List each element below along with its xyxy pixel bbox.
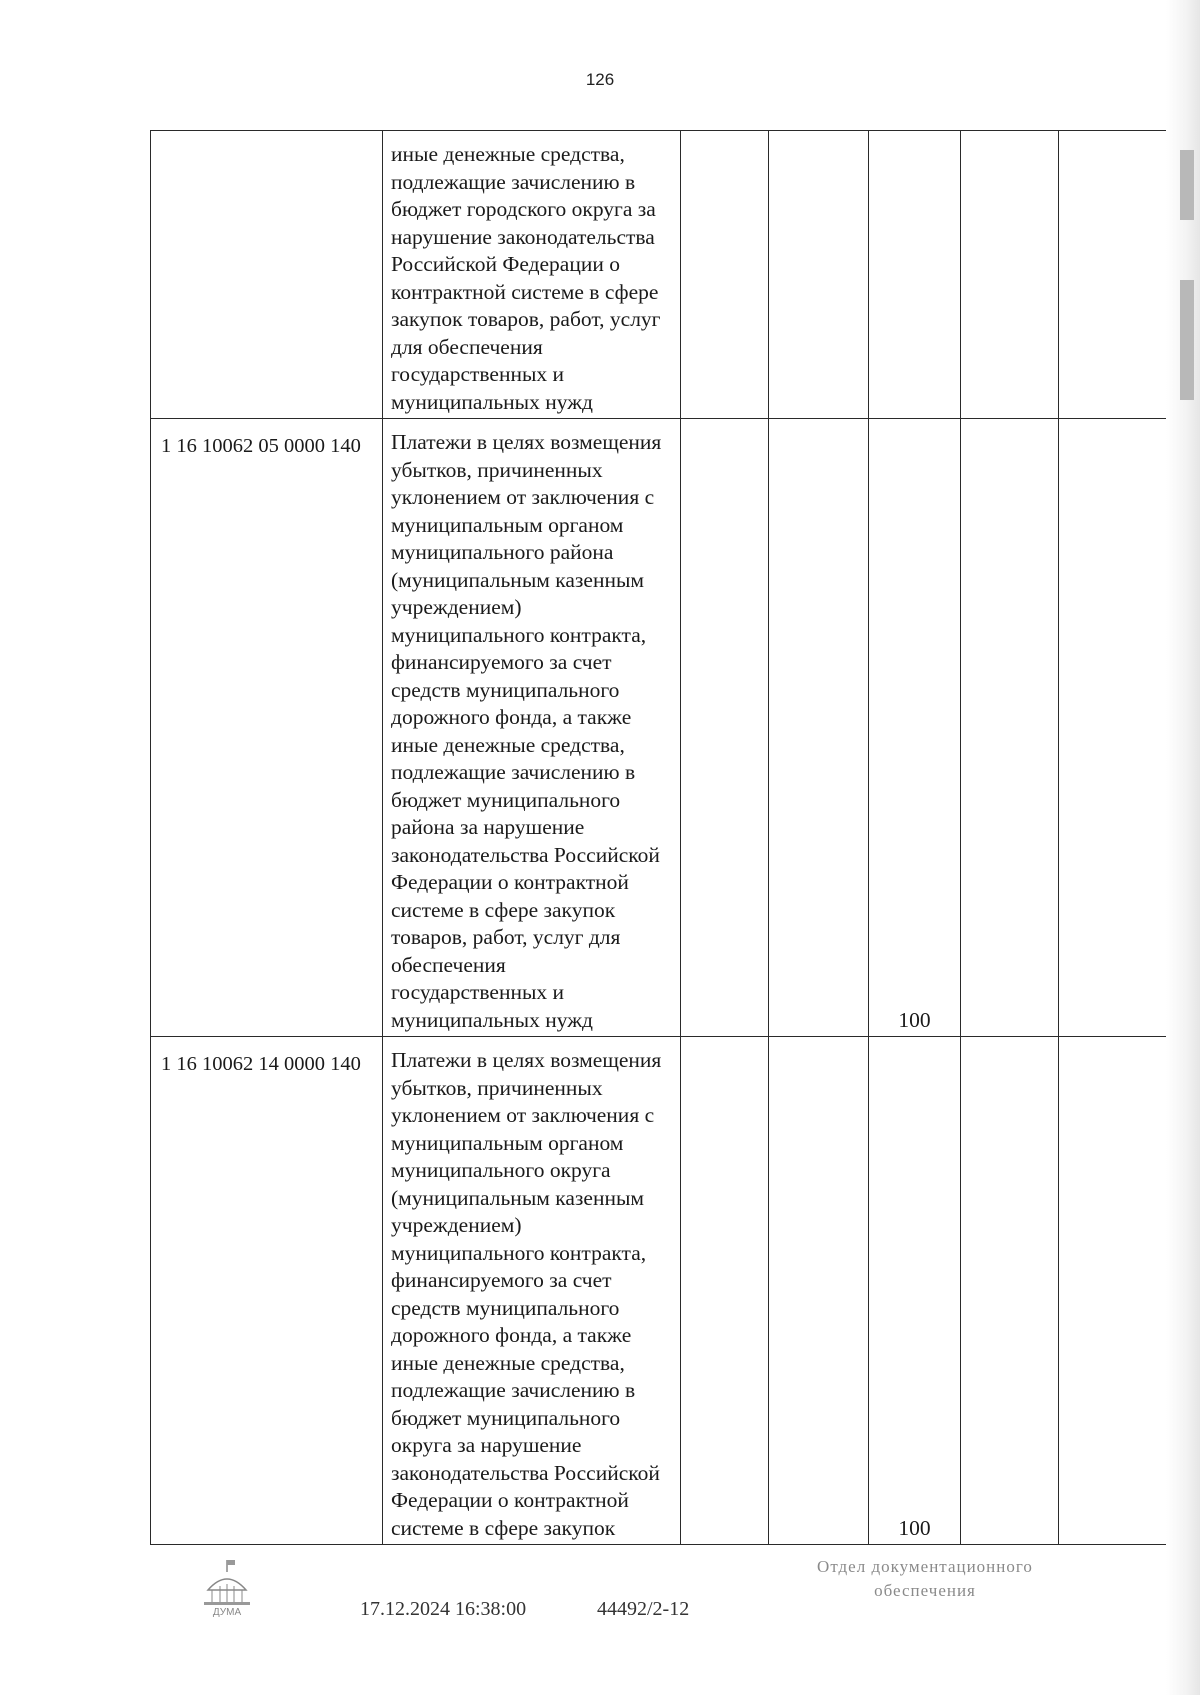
- description-cell: [383, 419, 681, 1037]
- svg-text:ДУМА: ДУМА: [212, 1607, 242, 1618]
- description-line: бюджет муниципального: [391, 1405, 621, 1430]
- budget-code-cell: 1 16 10062 05 0000 140: [151, 419, 383, 1037]
- description-line: Федерации о контрактной: [391, 1488, 629, 1512]
- description-line: иные денежные средства,: [391, 732, 625, 757]
- scan-mark: [1180, 280, 1194, 400]
- description-line: закупок товаров, работ, услуг: [391, 307, 661, 331]
- stamp-line-1: Отдел документационного: [817, 1557, 1033, 1576]
- empty-cell: [681, 419, 769, 1037]
- amount-value: 100: [898, 1515, 931, 1540]
- description-line: иные денежные средства,: [391, 142, 625, 166]
- description-line: муниципального района: [391, 540, 614, 564]
- description-line: Российской Федерации о: [391, 252, 620, 276]
- amount-cell: [769, 131, 869, 419]
- description-line: Федерации о контрактной: [391, 870, 629, 894]
- description-line: округа за нарушение: [391, 1433, 582, 1457]
- description-line: бюджет городского округа за: [391, 197, 656, 221]
- amount-value: 100: [898, 1007, 931, 1032]
- amount-cell: [769, 419, 869, 1037]
- description-line: нарушение законодательства: [391, 224, 655, 249]
- description-line: района за нарушение: [391, 815, 585, 839]
- description-line: муниципального контракта,: [391, 622, 647, 647]
- duma-logo-icon: [196, 1556, 258, 1618]
- description-line: уклонением от заключения с: [391, 1103, 655, 1127]
- description-cell: [383, 131, 681, 419]
- description-line: бюджет муниципального: [391, 787, 621, 812]
- amount-cell: [769, 1037, 869, 1545]
- description-line: убытков, причиненных: [391, 1075, 603, 1100]
- description-line: средств муниципального: [391, 1295, 620, 1320]
- description-line: муниципальных нужд: [391, 1007, 593, 1032]
- description-line: Платежи в целях возмещения: [391, 1048, 662, 1072]
- scan-edge: [1166, 0, 1200, 1695]
- description-line: законодательства Российской: [391, 1460, 660, 1485]
- description-line: учреждением): [391, 1213, 522, 1237]
- description-line: уклонением от заключения с: [391, 485, 655, 509]
- page-number: 126: [585, 70, 615, 89]
- description-line: учреждением): [391, 595, 522, 619]
- description-line: муниципальным органом: [391, 512, 624, 537]
- description-line: подлежащие зачислению в: [391, 1378, 636, 1402]
- description-line: системе в сфере закупок: [391, 897, 616, 922]
- stamp-line-2: обеспечения: [874, 1581, 976, 1600]
- amount-cell: [1059, 1037, 1171, 1545]
- amount-cell: [961, 131, 1059, 419]
- empty-cell: [681, 131, 769, 419]
- description-line: (муниципальным казенным: [391, 567, 645, 592]
- amount-cell: [869, 1037, 961, 1545]
- budget-code-cell: 1 16 10062 14 0000 140: [151, 1037, 383, 1545]
- description-line: товаров, работ, услуг для: [391, 925, 621, 949]
- description-line: системе в сфере закупок: [391, 1515, 616, 1540]
- description-line: средств муниципального: [391, 677, 620, 702]
- amount-cell: [961, 1037, 1059, 1545]
- amount-cell: [961, 419, 1059, 1037]
- footer-datetime: 17.12.2024 16:38:00: [360, 1598, 527, 1620]
- description-line: финансируемого за счет: [391, 650, 612, 674]
- description-line: муниципального контракта,: [391, 1240, 647, 1265]
- footer-registration-number: 44492/2-12: [597, 1598, 690, 1620]
- empty-cell: [681, 1037, 769, 1545]
- description-line: (муниципальным казенным: [391, 1185, 645, 1210]
- description-line: муниципальным органом: [391, 1130, 624, 1155]
- description-line: для обеспечения: [391, 334, 543, 359]
- description-line: убытков, причиненных: [391, 457, 603, 482]
- scan-mark: [1180, 150, 1194, 220]
- description-line: дорожного фонда, а также: [391, 1323, 632, 1347]
- description-line: законодательства Российской: [391, 842, 660, 867]
- description-line: государственных и: [391, 980, 565, 1004]
- department-stamp: [780, 1555, 1070, 1603]
- amount-cell: [869, 419, 961, 1037]
- description-line: государственных и: [391, 362, 565, 386]
- description-line: подлежащие зачислению в: [391, 760, 636, 784]
- description-line: подлежащие зачислению в: [391, 169, 636, 194]
- description-line: муниципального округа: [391, 1158, 611, 1182]
- budget-table: [150, 130, 1171, 1545]
- amount-cell: [1059, 131, 1171, 419]
- budget-code-cell: [151, 131, 383, 419]
- description-line: обеспечения: [391, 952, 506, 977]
- description-line: дорожного фонда, а также: [391, 705, 632, 729]
- table-row: [151, 419, 1171, 1037]
- description-line: контрактной системе в сфере: [391, 279, 659, 304]
- description-line: финансируемого за счет: [391, 1268, 612, 1292]
- table-row: [151, 131, 1171, 419]
- description-line: иные денежные средства,: [391, 1350, 625, 1375]
- amount-cell: [1059, 419, 1171, 1037]
- amount-cell: [869, 131, 961, 419]
- description-line: муниципальных нужд: [391, 389, 593, 414]
- table-row: [151, 1037, 1171, 1545]
- description-cell: [383, 1037, 681, 1545]
- description-line: Платежи в целях возмещения: [391, 430, 662, 454]
